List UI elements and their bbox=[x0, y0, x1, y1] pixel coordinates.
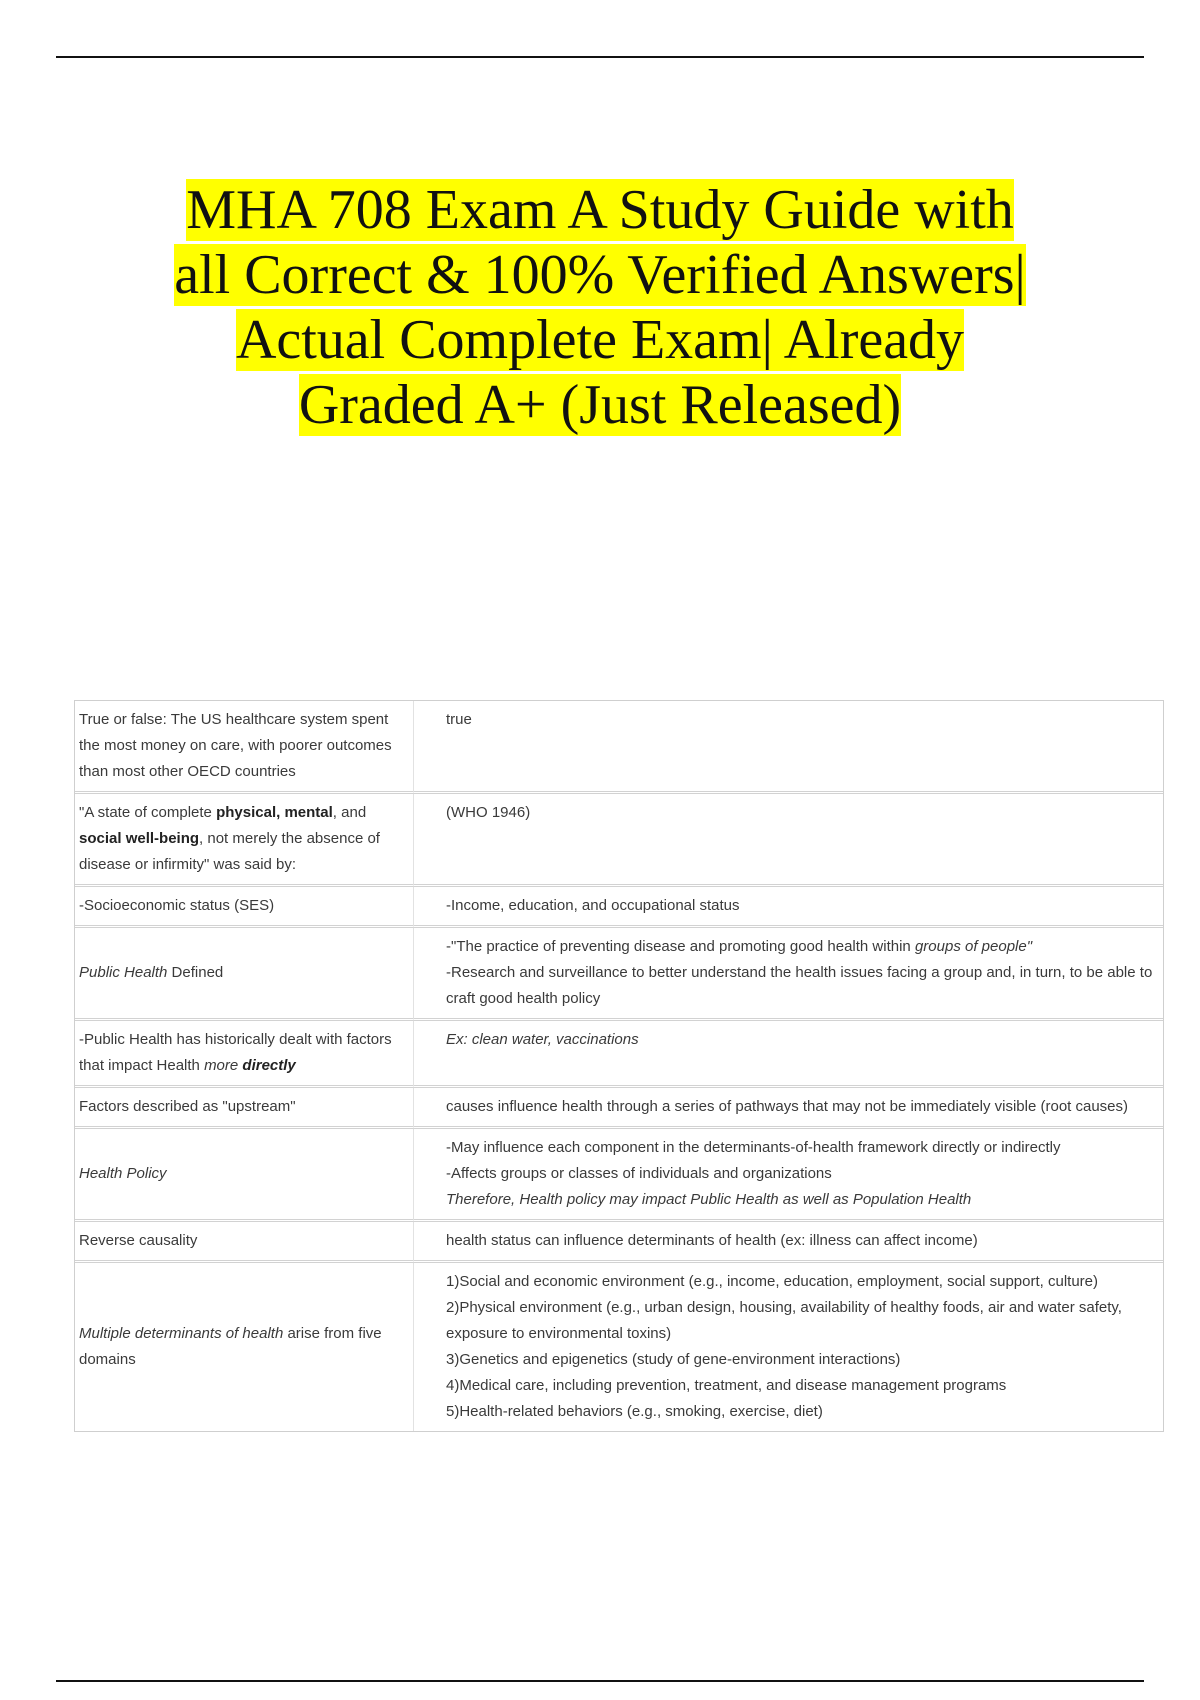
answer-text: Therefore, Health policy may impact Public Health as well as Population Health bbox=[446, 1191, 972, 1208]
question-text: -Public Health has historically dealt with factors that impact Health bbox=[79, 1031, 392, 1074]
answer-line bbox=[446, 1135, 1159, 1161]
answer-text: health status can influence determinants of health (ex: illness can affect income) bbox=[446, 1232, 978, 1249]
question-cell bbox=[75, 1088, 414, 1129]
question-text: Defined bbox=[167, 964, 224, 981]
bottom-rule bbox=[56, 1680, 1144, 1682]
top-rule bbox=[56, 56, 1144, 58]
answer-text: Ex: clean water, vaccinations bbox=[446, 1031, 639, 1048]
question-text: True or false: The US healthcare system spent the most money on care, with poorer outcomes than most other OECD countries bbox=[79, 711, 392, 780]
table-row bbox=[75, 1129, 1163, 1222]
question-text: Factors described as "upstream" bbox=[79, 1098, 296, 1115]
answer-text: -Research and surveillance to better understand the health issues facing a group and, in turn, to be able to craft good health policy bbox=[446, 964, 1153, 1007]
answer-line bbox=[446, 707, 1159, 733]
answer-text: groups of people" bbox=[914, 938, 1033, 955]
answer-line bbox=[446, 800, 1159, 826]
question-text: Health Policy bbox=[79, 1165, 167, 1182]
answer-cell bbox=[414, 1021, 1163, 1088]
table-row bbox=[75, 928, 1163, 1021]
question-cell bbox=[75, 1021, 414, 1088]
answer-text: -Affects groups or classes of individuals and organizations bbox=[446, 1165, 832, 1182]
answer-text: causes influence health through a series of pathways that may not be immediately visible (root causes) bbox=[446, 1098, 1129, 1115]
answer-line bbox=[446, 1027, 1159, 1053]
answer-cell bbox=[414, 1263, 1163, 1431]
question-text: -Socioeconomic status (SES) bbox=[79, 897, 275, 914]
question-cell bbox=[75, 1129, 414, 1222]
question-cell bbox=[75, 701, 414, 794]
table-row bbox=[75, 701, 1163, 794]
table-row bbox=[75, 1088, 1163, 1129]
answer-line bbox=[446, 1228, 1159, 1254]
question-text: more bbox=[204, 1057, 243, 1074]
table-row bbox=[75, 1222, 1163, 1263]
answer-line bbox=[446, 1399, 1159, 1425]
question-cell bbox=[75, 1263, 414, 1431]
answer-cell bbox=[414, 701, 1163, 794]
qa-table bbox=[74, 700, 1164, 1432]
question-text: physical, mental bbox=[216, 804, 333, 821]
question-cell bbox=[75, 928, 414, 1021]
table-row bbox=[75, 794, 1163, 887]
answer-line bbox=[446, 1269, 1159, 1295]
answer-cell bbox=[414, 1222, 1163, 1263]
question-text: Multiple determinants of health bbox=[79, 1325, 284, 1342]
question-cell bbox=[75, 1222, 414, 1263]
answer-cell bbox=[414, 928, 1163, 1021]
answer-line bbox=[446, 893, 1159, 919]
answer-line bbox=[446, 1187, 1159, 1213]
title-line: Actual Complete Exam| Already bbox=[235, 309, 965, 371]
title-line: MHA 708 Exam A Study Guide with bbox=[186, 179, 1014, 241]
answer-text: -"The practice of preventing disease and promoting good health within bbox=[446, 938, 915, 955]
question-text: Public Health bbox=[79, 964, 168, 981]
question-text: directly bbox=[242, 1057, 296, 1074]
answer-cell bbox=[414, 1129, 1163, 1222]
answer-text: 4)Medical care, including prevention, treatment, and disease management programs bbox=[446, 1377, 1007, 1394]
table-row bbox=[75, 887, 1163, 928]
answer-text: 5)Health-related behaviors (e.g., smoking, exercise, diet) bbox=[446, 1403, 823, 1420]
answer-text: -May influence each component in the determinants-of-health framework directly or indirectly bbox=[446, 1139, 1061, 1156]
title-line: Graded A+ (Just Released) bbox=[298, 374, 902, 436]
title-line: all Correct & 100% Verified Answers| bbox=[174, 244, 1026, 306]
question-text: , not merely the absence of disease or infirmity" was said by: bbox=[79, 830, 380, 873]
question-text: Reverse causality bbox=[79, 1232, 198, 1249]
answer-cell bbox=[414, 794, 1163, 887]
answer-line bbox=[446, 1373, 1159, 1399]
question-text: "A state of complete bbox=[79, 804, 217, 821]
question-text: social well-being bbox=[79, 830, 200, 847]
answer-line bbox=[446, 1094, 1159, 1120]
table-row bbox=[75, 1021, 1163, 1088]
answer-text: 2)Physical environment (e.g., urban design, housing, availability of healthy foods, air and water safety, exposure to environmental toxins) bbox=[446, 1299, 1122, 1342]
answer-line bbox=[446, 1347, 1159, 1373]
answer-line bbox=[446, 1161, 1159, 1187]
answer-cell bbox=[414, 887, 1163, 928]
answer-line bbox=[446, 960, 1159, 1012]
answer-line bbox=[446, 1295, 1159, 1347]
question-text: arise from five domains bbox=[79, 1325, 382, 1368]
table-row bbox=[75, 1263, 1163, 1431]
answer-cell bbox=[414, 1088, 1163, 1129]
answer-text: 3)Genetics and epigenetics (study of gene-environment interactions) bbox=[446, 1351, 901, 1368]
document-title bbox=[100, 178, 1100, 438]
question-cell bbox=[75, 887, 414, 928]
answer-text: true bbox=[446, 711, 472, 728]
answer-text: (WHO 1946) bbox=[446, 804, 531, 821]
answer-text: 1)Social and economic environment (e.g., income, education, employment, social support, culture) bbox=[446, 1273, 1098, 1290]
answer-line bbox=[446, 934, 1159, 960]
question-cell bbox=[75, 794, 414, 887]
question-text: , and bbox=[332, 804, 367, 821]
answer-text: -Income, education, and occupational status bbox=[446, 897, 740, 914]
